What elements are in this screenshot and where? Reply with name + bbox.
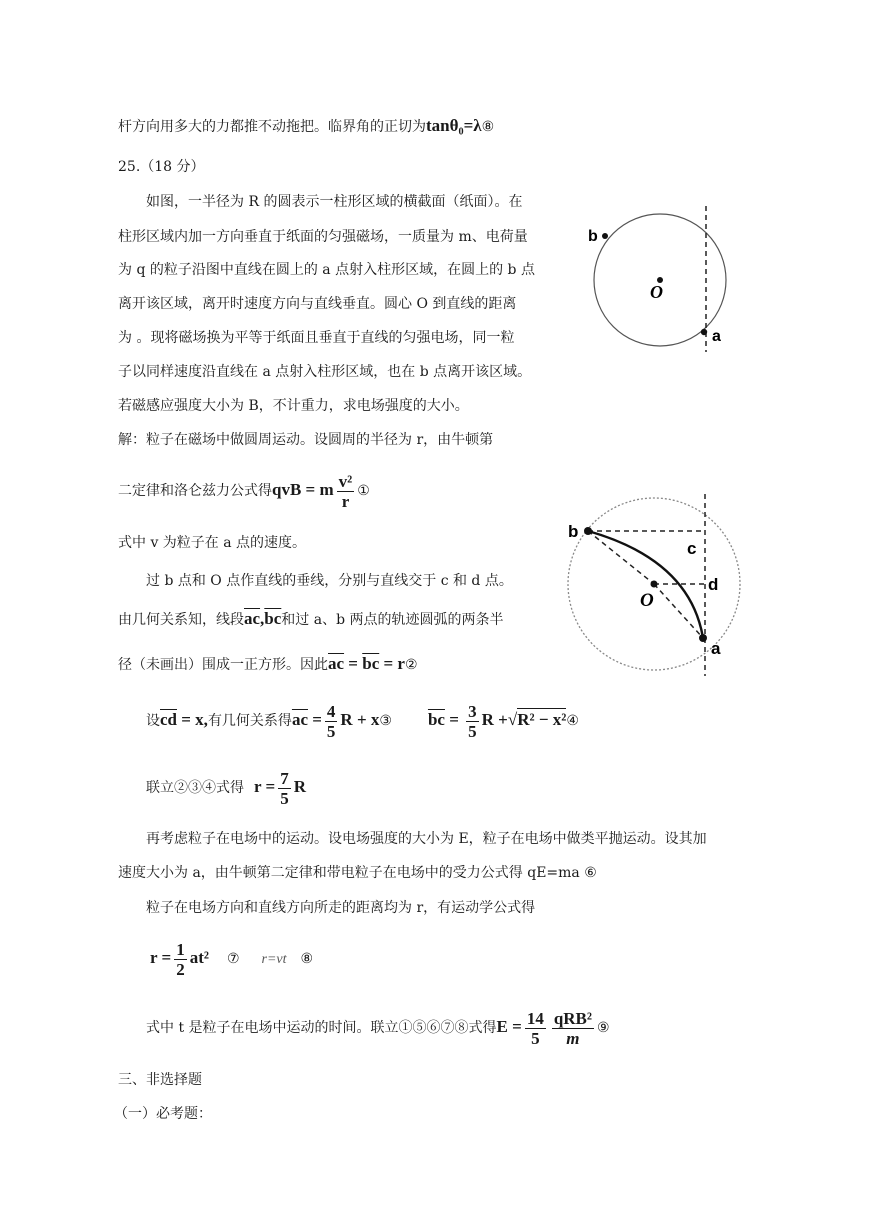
label-O-2: O [640, 590, 654, 611]
solution-line-11: 粒子在电场方向和直线方向所走的距离均为 r，有运动学公式得 [146, 900, 536, 916]
solution-line-7: 设$\overline{cd} = x$,有几何关系得$\overline{ac}$ = $\frac{4}{5}$ R + x③ $\overline{bc}$ = $\frac{3}{5}$ R +√R² − x²④ [146, 701, 579, 741]
solution-line-6: 径（未画出）围成一正方形。因此$\overline{ac} = \overline{bc}$ = r② [118, 654, 418, 673]
segment-bO [588, 531, 654, 584]
line-1: 杆方向用多大的力都推不动拖把。临界角的正切为tanθ₀=λ⑧ [118, 116, 495, 135]
fraction-1-2: $\frac{1}{2}$ [176, 939, 185, 979]
solution-line-8: 联立②③④式得 r = $\frac{7}{5}$ R [146, 768, 306, 808]
label-b-2: b [568, 522, 579, 541]
solution-line-5: 由几何关系知，线段$\overline{ac},\overline{bc}$和过 a、b 两点的轨迹圆弧的两条半 [118, 609, 504, 628]
section-heading: 三、非选择题 [118, 1072, 202, 1088]
subsection-heading: （一）必考题： [114, 1106, 212, 1122]
solution-line-13: 式中 t 是粒子在电场中运动的时间。联立①⑤⑥⑦⑧式得E = $\frac{14}{5}$ $\frac{\text{qRB²}}{m}$ ⑨ [146, 1008, 610, 1048]
problem-line-6: 子以同样速度沿直线在 a 点射入柱形区域，也在 b 点离开该区域。 [118, 364, 532, 380]
fraction-14-5: $\frac{14}{5}$ [526, 1008, 544, 1048]
point-b-2 [584, 527, 592, 535]
problem-line-5: 为 。现将磁场换为平等于纸面且垂直于直线的匀强电场，同一粒 [118, 330, 515, 346]
label-c: c [687, 539, 697, 558]
point-O-2 [651, 581, 658, 588]
fraction-qRB2-over-m: $\frac{\text{qRB²}}{m}$ [553, 1008, 592, 1048]
fraction-3-5: $\frac{3}{5}$ [468, 701, 477, 741]
problem-line-3: 为 q 的粒子沿图中直线在圆上的 a 点射入柱形区域，在圆上的 b 点 [118, 262, 535, 278]
problem-line-7: 若磁感应强度大小为 B，不计重力，求电场强度的大小。 [118, 398, 469, 414]
solution-line-4: 过 b 点和 O 点作直线的垂线，分别与直线交于 c 和 d 点。 [146, 573, 513, 589]
label-a-2: a [711, 639, 721, 658]
figure-2-geometry-diagram [562, 490, 752, 680]
solution-line-10: 速度大小为 a，由牛顿第二定律和带电粒子在电场中的受力公式得 qE=ma ⑥ [118, 865, 597, 881]
fraction-v2-over-r: $\frac{\text{v²}}{r}$ [338, 471, 353, 511]
problem-line-2: 柱形区域内加一方向垂直于纸面的匀强磁场，一质量为 m、电荷量 [118, 229, 528, 245]
label-b: b [588, 228, 598, 245]
solution-line-2: 二定律和洛仑兹力公式得qvB = m $\frac{\text{v²}}{r}$ ① [118, 471, 370, 511]
solution-line-1: 解：粒子在磁场中做圆周运动。设圆周的半径为 r，由牛顿第 [118, 432, 494, 448]
label-d: d [708, 575, 719, 594]
solution-line-3: 式中 v 为粒子在 a 点的速度。 [118, 535, 307, 551]
figure-1-circle-diagram [580, 200, 740, 360]
label-O: O [650, 282, 663, 302]
problem-line-1: 如图，一半径为 R 的圆表示一柱形区域的横截面（纸面）。在 [146, 194, 523, 210]
formula-qvB: qvB = m [272, 480, 334, 499]
problem-line-4: 离开该区域，离开时速度方向与直线垂直。圆心 O 到直线的距离 [118, 296, 517, 312]
fraction-4-5: $\frac{4}{5}$ [326, 701, 336, 741]
point-a [701, 329, 707, 335]
fraction-7-5: $\frac{7}{5}$ [280, 768, 289, 808]
point-a-2 [699, 634, 707, 642]
question-number: 25.（18 分） [118, 159, 205, 175]
solution-line-12: r = $\frac{1}{2}$ at² ⑦ r=vt ⑧ [150, 939, 314, 979]
solution-line-9: 再考虑粒子在电场中的运动。设电场强度的大小为 E，粒子在电场中做类平抛运动。设其加 [146, 831, 707, 847]
point-b [602, 233, 608, 239]
tan-formula: tanθ₀=λ [426, 116, 482, 135]
label-a: a [712, 328, 721, 345]
